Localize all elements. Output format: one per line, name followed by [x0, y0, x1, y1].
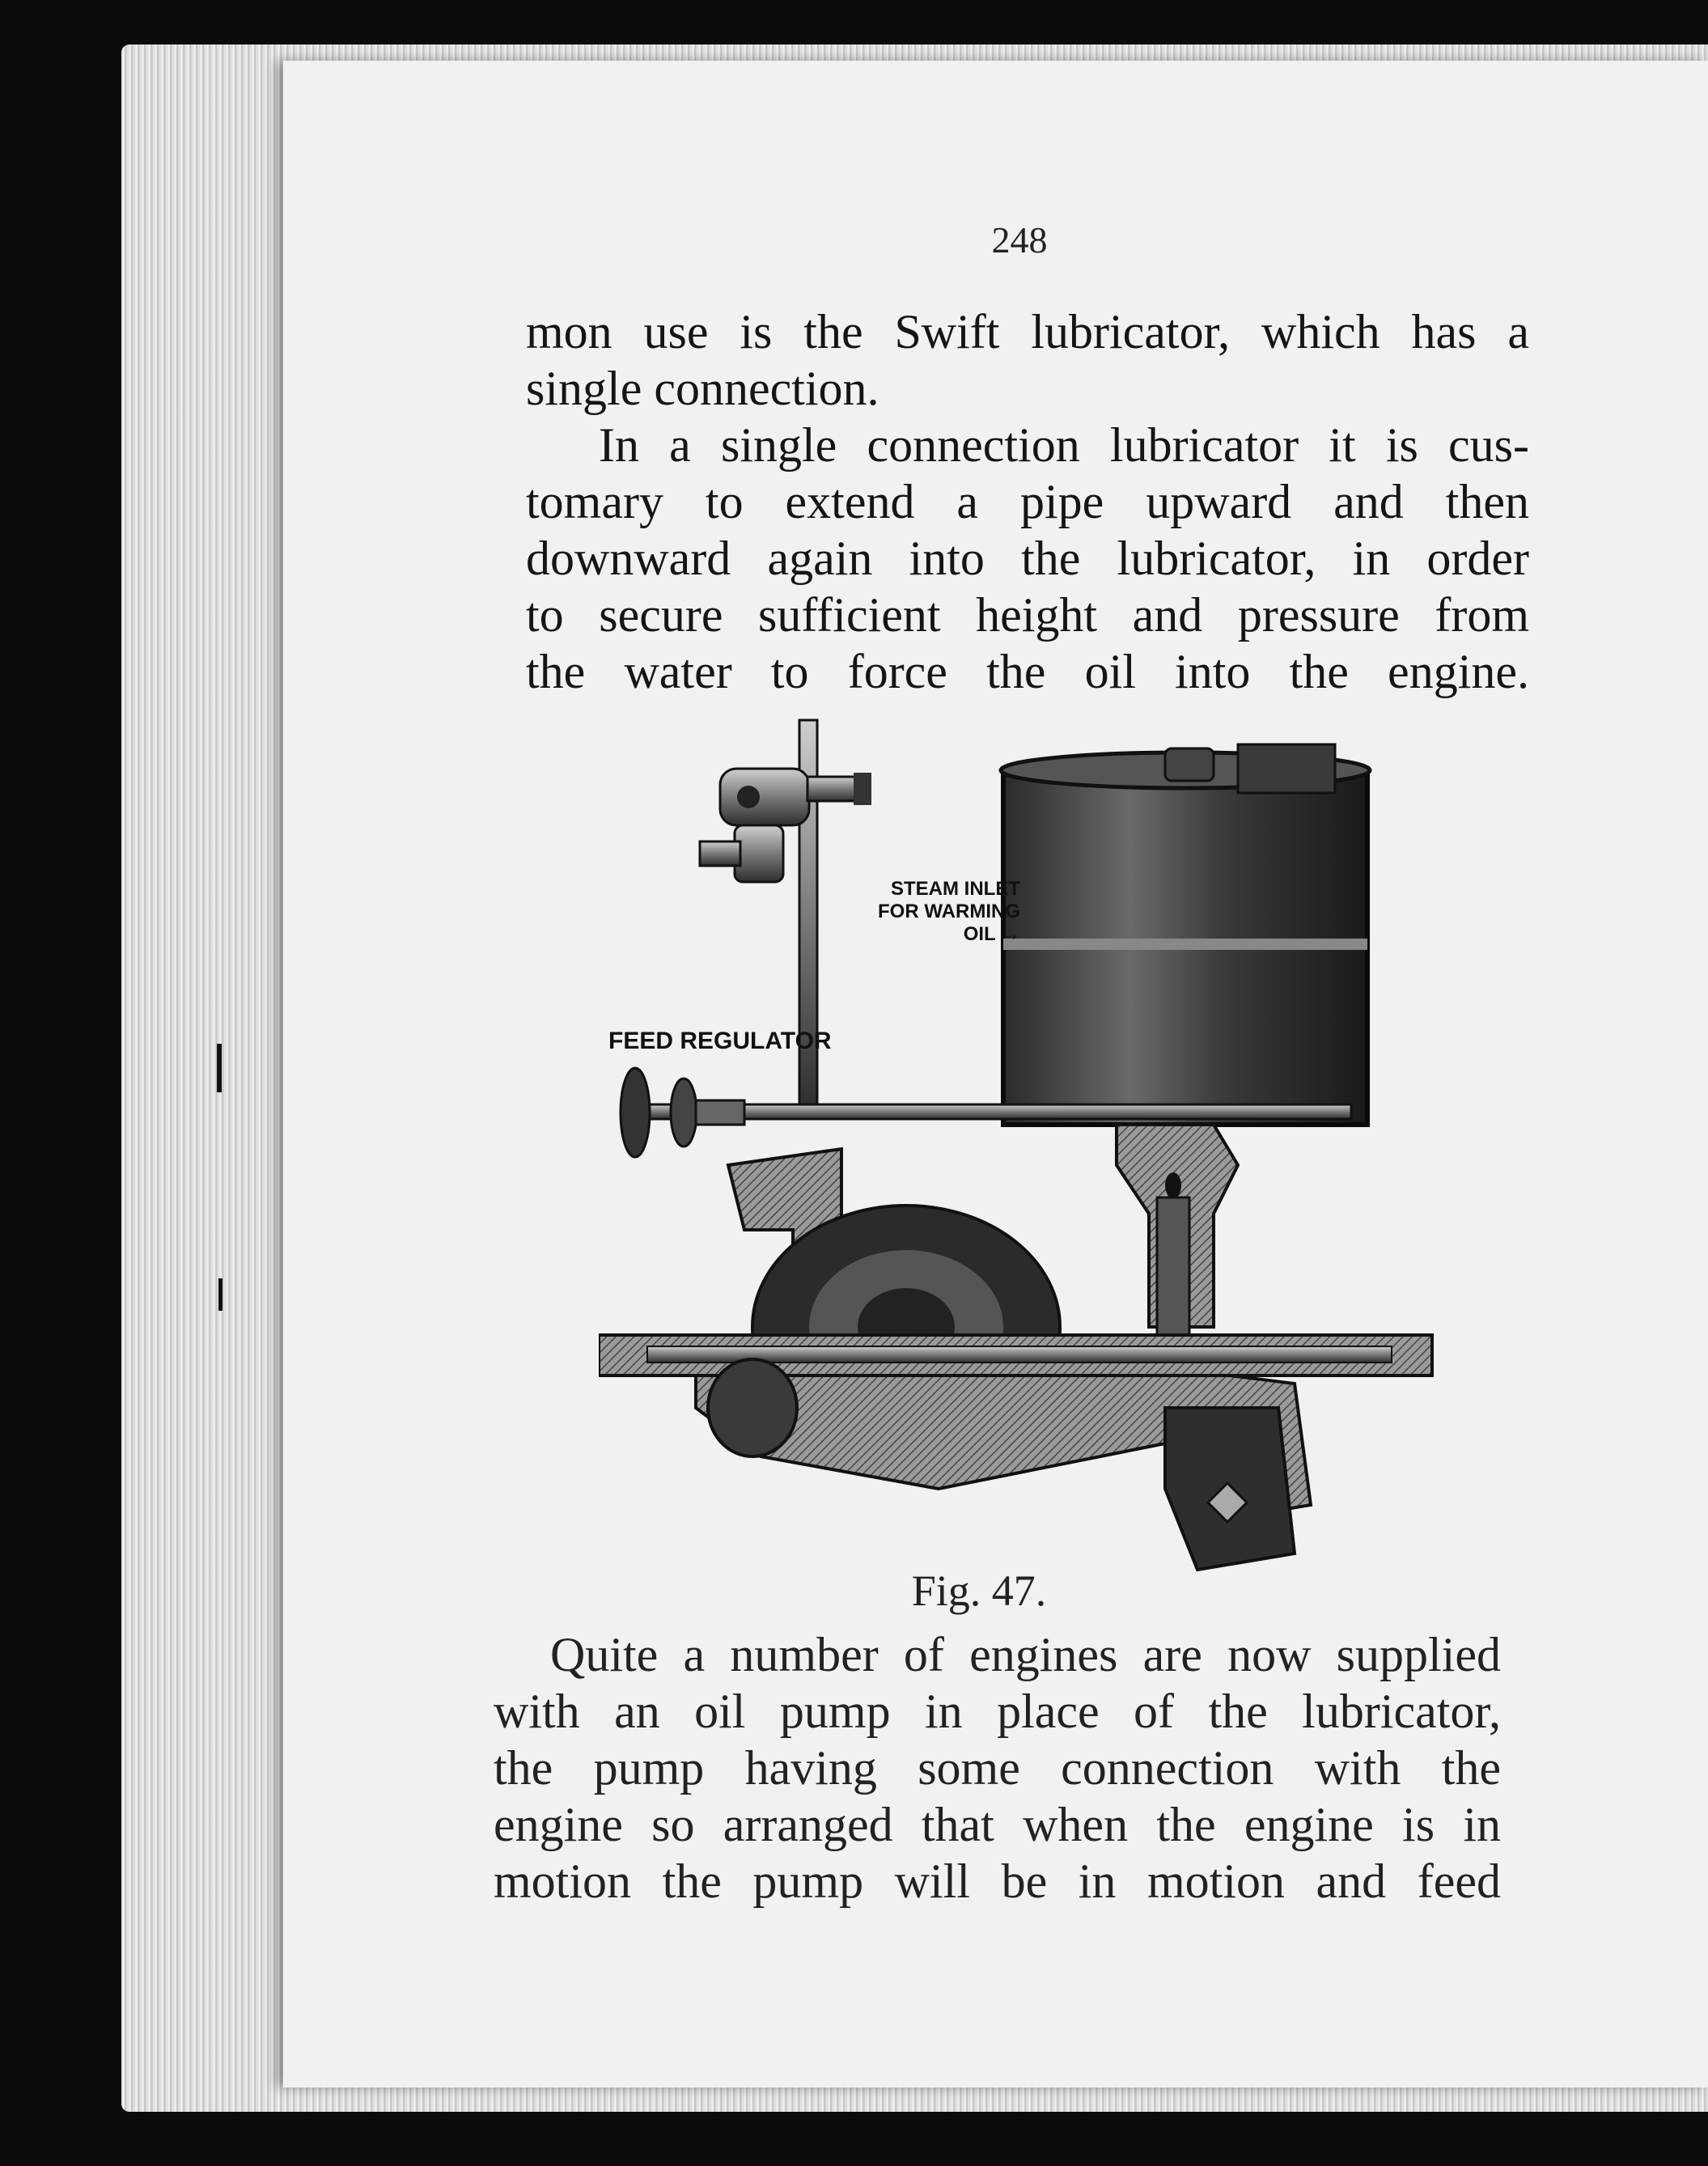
paragraph-1 — [526, 303, 1529, 417]
text-line: with an oil pump in place of the lubricator, — [494, 1685, 1501, 1738]
text-line: Quite a number of engines are now supplied — [550, 1628, 1501, 1681]
text-line: downward again into the lubricator, in order — [526, 532, 1529, 585]
text-line: In a single connection lubricator it is cus- — [599, 418, 1529, 472]
page-number: 248 — [991, 219, 1048, 261]
steam-inlet-label — [878, 878, 1020, 946]
figure-caption: Fig. 47. — [911, 1566, 1047, 1615]
text-line: motion the pump will be in motion and feed — [494, 1854, 1501, 1908]
page-edge-mark — [217, 1044, 222, 1092]
page-edge-mark — [218, 1278, 223, 1311]
text-line: single connection. — [526, 362, 879, 415]
text-line: mon use is the Swift lubricator, which has a — [526, 305, 1529, 358]
paragraph-3 — [494, 1626, 1501, 1910]
feed-regulator-label: FEED REGULATOR — [608, 1028, 832, 1054]
text-line: to secure sufficient height and pressure from — [526, 588, 1529, 642]
text-line: the water to force the oil into the engine. — [526, 645, 1529, 698]
paragraph-2 — [526, 417, 1529, 700]
text-line: the pump having some connection with the — [494, 1741, 1501, 1795]
label-line: OIL → — [963, 923, 1020, 945]
label-line: STEAM INLET — [890, 878, 1020, 900]
lubricator-illustration — [599, 712, 1440, 1586]
label-line: FOR WARMING — [878, 901, 1020, 922]
text-line: engine so arranged that when the engine is in — [494, 1798, 1501, 1851]
text-line: tomary to extend a pipe upward and then — [526, 475, 1529, 528]
